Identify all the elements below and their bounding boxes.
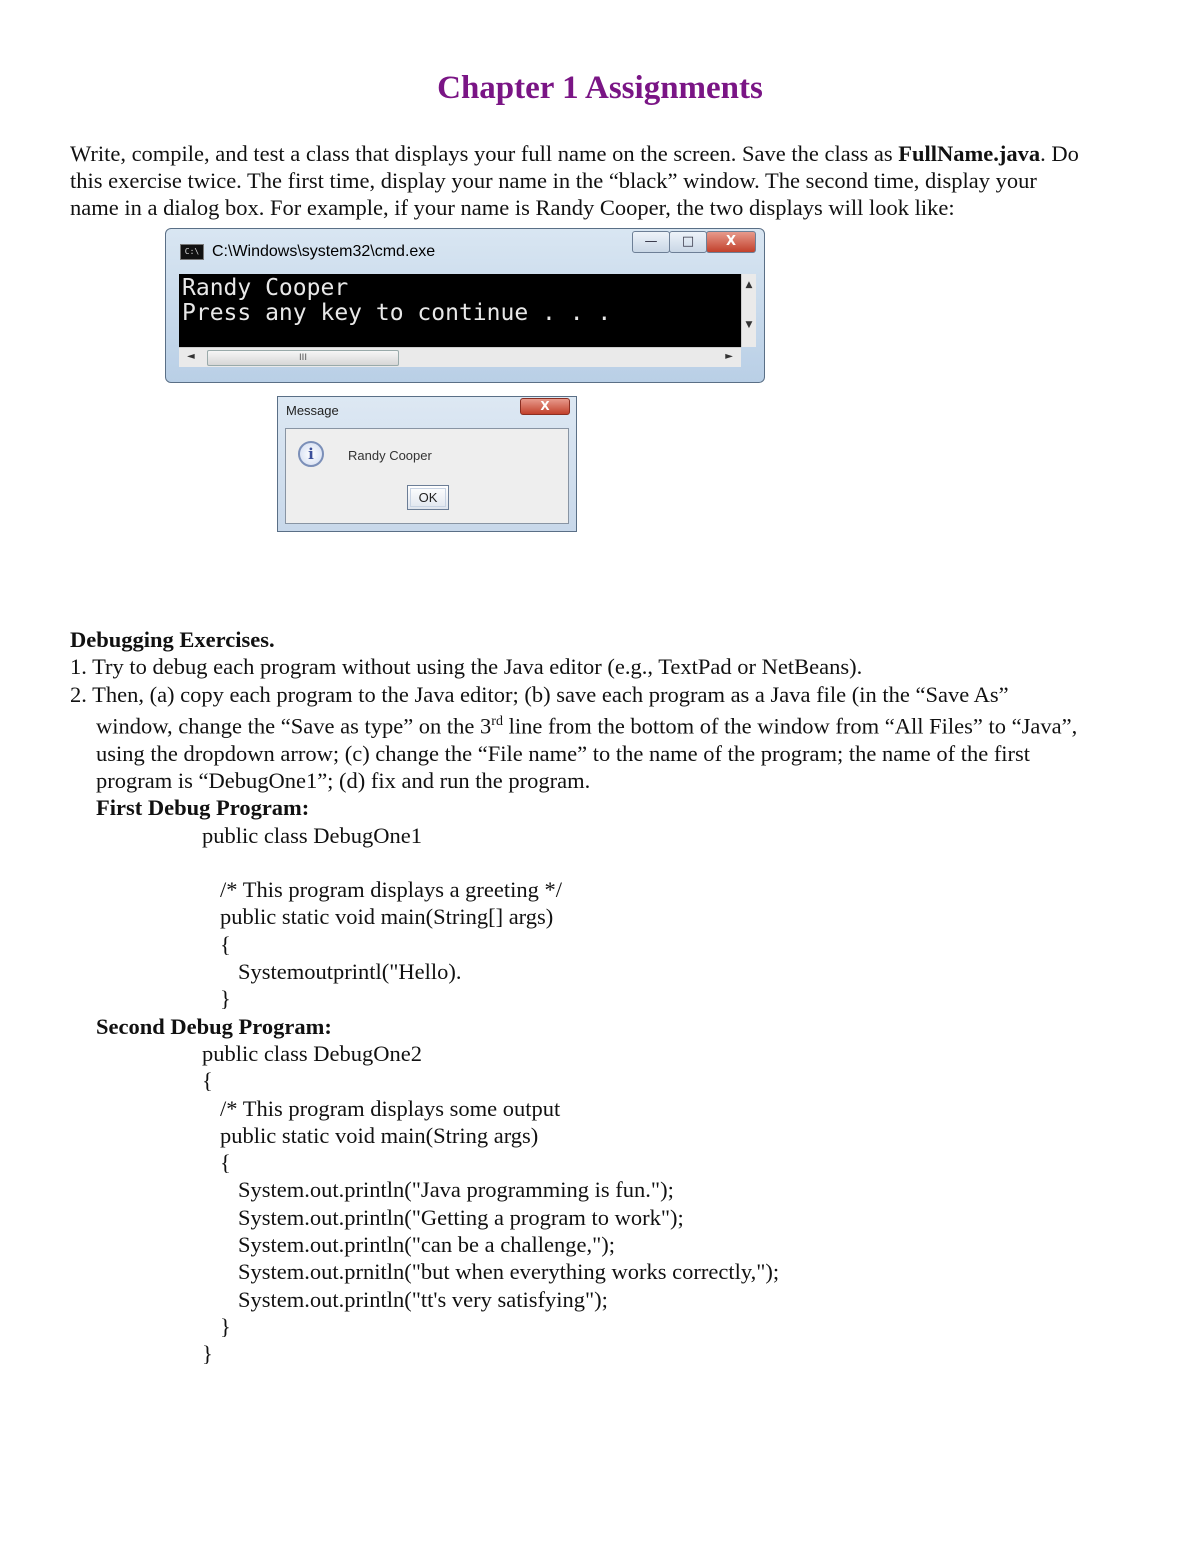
code-line: public static void main(String[] args) [220,904,554,930]
code-line: /* This program displays some output [220,1095,561,1121]
filename-bold: FullName.java [898,141,1041,166]
code-line: { [202,1068,213,1094]
heading-text: Debugging Exercises. [70,627,275,652]
console-output [179,274,741,347]
cmd-titlebar [180,241,435,263]
code-line: public static void main(String args) [220,1122,539,1148]
cmd-title: C:\Windows\system32\cmd.exe [212,243,436,260]
dialog-body [285,428,569,524]
info-icon: i [298,441,324,467]
page-title: Chapter 1 Assignments [437,70,763,106]
paragraph-line-3: name in a dialog box. For example, if your name is Randy Cooper, the two displays will look like: [70,195,955,220]
maximize-button[interactable]: □ [669,231,707,253]
scroll-up-icon[interactable]: ▲ [745,280,753,290]
paragraph-text: Write, compile, and test a class that displays your full name on the screen. Save the class as [70,141,899,166]
code-line: Systemoutprintl("Hello). [238,959,462,985]
code-line: System.out.println("Java programming is fun."); [238,1177,674,1203]
code-line: } [220,1313,231,1339]
close-button[interactable]: X [706,231,756,253]
code-line: System.out.println("can be a challenge,"); [238,1232,616,1258]
message-dialog [277,396,577,532]
code-line: { [220,931,231,957]
cmd-window [165,228,765,383]
list-item-2-line-2 [70,708,1150,740]
code-line: { [220,1150,231,1176]
dialog-title: Message [286,403,339,418]
minimize-button[interactable]: — [632,231,670,253]
horizontal-scrollbar[interactable] [179,347,741,367]
scroll-right-icon[interactable]: ► [725,351,733,362]
heading-text: First Debug Program: [96,795,310,821]
code-line: System.out.prnitln("but when everything works correctly,"); [238,1259,780,1285]
list-item-2-line-1: 2. Then, (a) copy each program to the Java editor; (b) save each program as a Java file (in the “Save As” [70,681,1009,707]
item-text: line from the bottom of the window from “All Files” to “Java”, [502,713,1078,739]
scroll-left-icon[interactable]: ◄ [187,351,195,362]
assignment-paragraph [70,140,1140,221]
ordinal-suffix: rd [491,713,503,729]
paragraph-text: . Do [1040,141,1079,166]
scroll-down-icon[interactable]: ▼ [745,320,753,330]
paragraph-line-2: this exercise twice. The first time, display your name in the “black” window. The second time, display your [70,168,1037,193]
ok-button[interactable]: OK [407,485,449,510]
code-line: public class DebugOne2 [202,1040,422,1066]
heading-text: Second Debug Program: [96,1013,332,1039]
list-item-2-line-4: program is “DebugOne1”; (d) fix and run the program. [96,767,591,793]
debugging-heading [70,626,1150,653]
second-program-heading [70,1013,1150,1040]
vertical-scrollbar[interactable] [741,274,756,347]
window-controls [633,231,756,253]
dialog-close-button[interactable]: X [520,398,570,415]
item-text: window, change the “Save as type” on the 3 [96,713,492,739]
code-line: System.out.println("Getting a program to work"); [238,1204,684,1230]
cmd-icon: C:\ [180,244,204,260]
code-line: System.out.println("tt's very satisfying"); [238,1286,608,1312]
list-item-2-line-3: using the dropdown arrow; (c) change the “File name” to the name of the program; the name of the first [96,740,1031,766]
code-line: public class DebugOne1 [202,822,422,848]
scroll-thumb[interactable]: III [207,350,399,366]
dialog-message: Randy Cooper [348,448,432,463]
first-program-heading [70,794,1150,821]
code-line: /* This program displays a greeting */ [220,877,563,903]
code-line: } [220,986,231,1012]
code-blank-line [70,849,1150,876]
debugging-section [70,626,1150,1368]
console-line-1: Randy Cooper [182,275,349,301]
console-line-2: Press any key to continue . . . [182,300,612,326]
code-line: } [202,1341,213,1367]
paragraph-line-1 [70,140,1140,167]
list-item-1: 1. Try to debug each program without using the Java editor (e.g., TextPad or NetBeans). [70,654,863,680]
